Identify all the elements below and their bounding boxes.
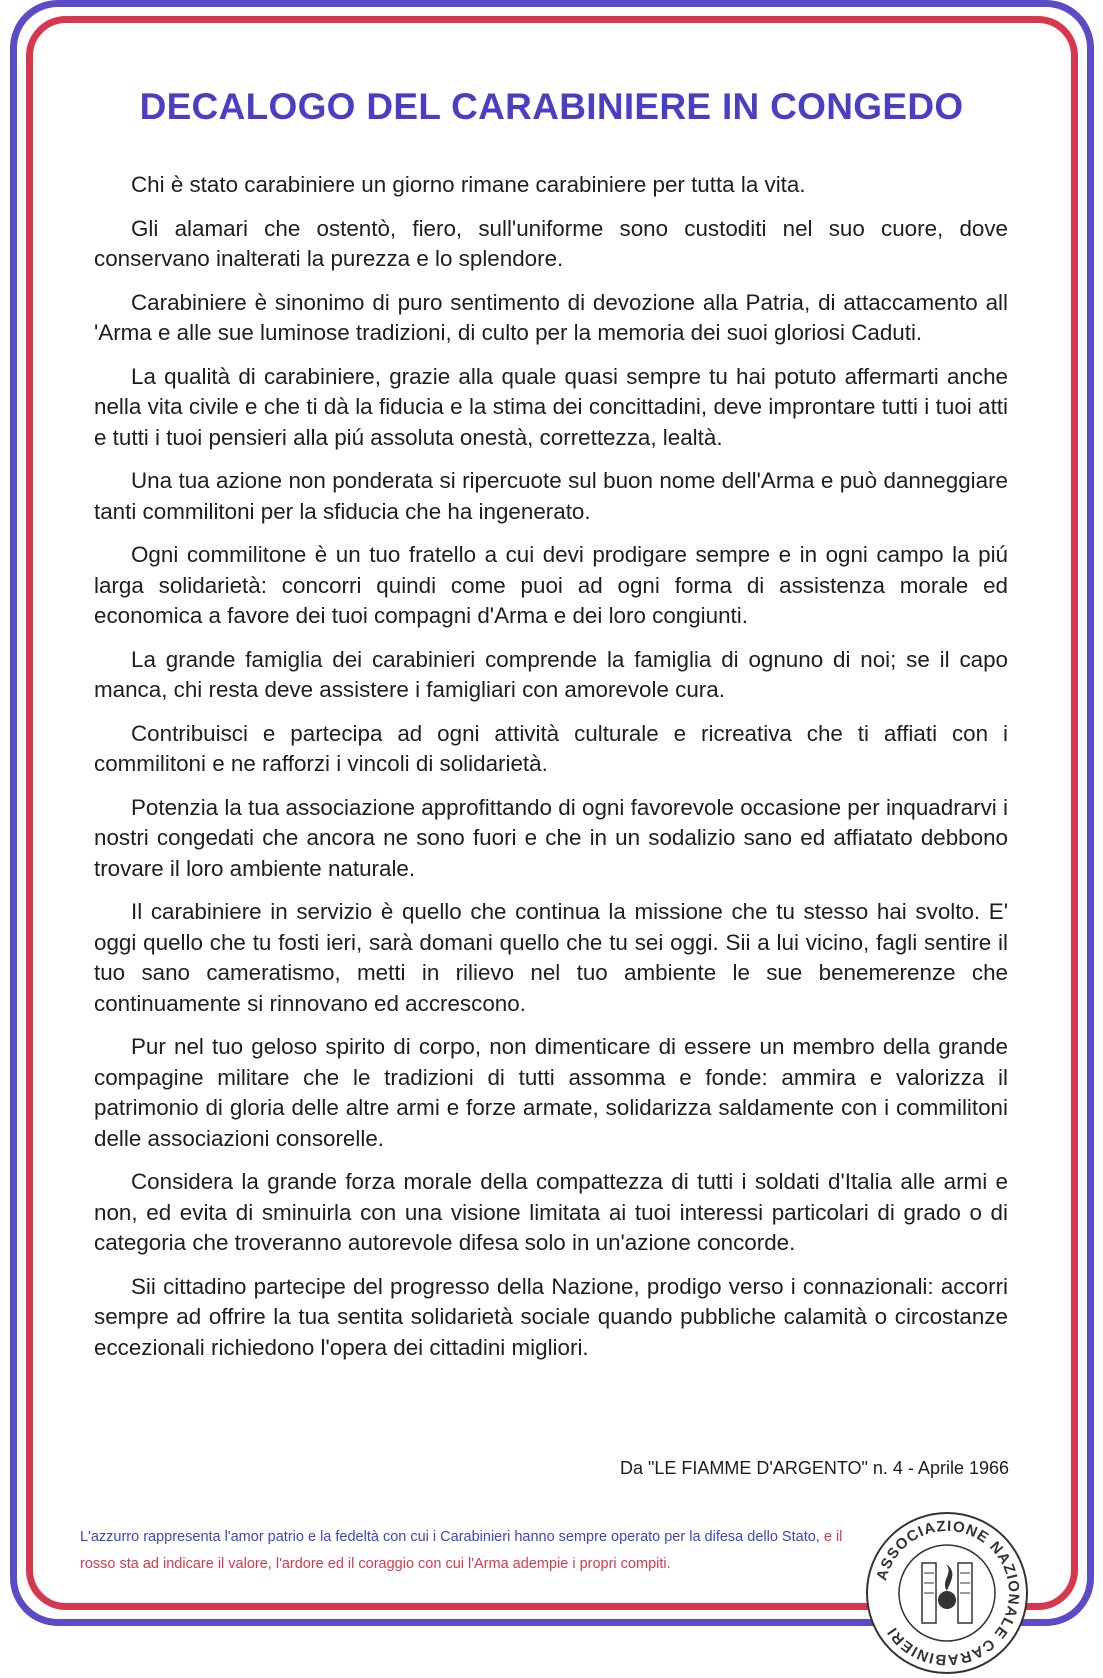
paragraph: Il carabiniere in servizio è quello che continua la missione che tu stesso hai svolto. E' oggi quello che tu fosti ieri, sarà domani quello che tu sei oggi. Sii a lui vicino, fagli sentire il tuo sano cameratismo, metti in rilievo nel tuo ambiente le sue benemerenze che continuamente si rinnovano ed accrescono. — [94, 899, 1008, 1016]
footnote-blue-text: L'azzurro rappresenta l'amor patrio e la fedeltà con cui i Carabinieri hanno sempre operato per la difesa dello Stato, — [80, 1529, 820, 1545]
paragraph: Carabiniere è sinonimo di puro sentimento di devozione alla Patria, di attaccamento all 'Arma e alle sue luminose tradizioni, di culto per la memoria dei suoi gloriosi Caduti. — [94, 289, 1008, 345]
paragraph: Ogni commilitone è un tuo fratello a cui devi prodigare sempre e in ogni campo la piú larga solidarietà: concorri quindi come puoi ad ogni forma di assistenza morale ed economica a favore dei tuoi compagni d'Arma e dei loro congiunti. — [94, 542, 1008, 628]
color-meaning-footnote — [80, 1524, 860, 1578]
paragraph: Potenzia la tua associazione approfittando di ogni favorevole occasione per inquadrarvi i nostri congedati che ancora ne sono fuori e che in un sodalizio sano ed affiatato debbono trovare il loro ambiente naturale. — [94, 794, 1008, 881]
paragraph: Sii cittadino partecipe del progresso della Nazione, prodigo verso i connazionali: accorri sempre ad offrire la tua sentita solidarietà sociale quando pubbliche calamità o circostanze eccezionali richiedono l'opera dei cittadini migliori. — [94, 1273, 1008, 1360]
paragraph: Contribuisci e partecipa ad ogni attività culturale e ricreativa che ti affiati con i commilitoni e ne rafforzi i vincoli di solidarietà. — [94, 720, 1008, 776]
source-citation: Da "LE FIAMME D'ARGENTO" n. 4 - Aprile 1966 — [619, 1458, 1009, 1478]
paragraph: Pur nel tuo geloso spirito di corpo, non dimenticare di essere un membro della grande compagine militare che le tradizioni di tutti assomma e fonde: ammira e valorizza il patrimonio di gloria delle altre armi e forze armate, solidarizza saldamente con i commilitoni delle associazioni consorelle. — [94, 1034, 1008, 1151]
paragraph: Gli alamari che ostentò, fiero, sull'uniforme sono custoditi nel suo cuore, dove conservano inalterati la purezza e lo splendore. — [94, 215, 1008, 271]
paragraph: Una tua azione non ponderata si ripercuote sul buon nome dell'Arma e può danneggiare tanti commilitoni per la sfiducia che ha ingenerato. — [94, 468, 1008, 524]
paragraph: Chi è stato carabiniere un giorno rimane carabiniere per tutta la vita. — [131, 172, 806, 197]
document-title: DECALOGO DEL CARABINIERE IN CONGEDO — [139, 86, 964, 127]
association-seal — [862, 1508, 1032, 1678]
seal-ring-text: ASSOCIAZIONE NAZIONALE CARABINIERI — [873, 1517, 1023, 1669]
footnote-red-text: e il rosso sta ad indicare il valore, l'ardore ed il coraggio con cui l'Arma adempie i propri compiti. — [80, 1529, 843, 1572]
paragraph: La grande famiglia dei carabinieri comprende la famiglia di ognuno di noi; se il capo manca, chi resta deve assistere i famigliari con amorevole cura. — [94, 646, 1008, 702]
paragraph: Considera la grande forza morale della compattezza di tutti i soldati d'Italia alle armi e non, ed evita di sminuirla con una visione limitata ai tuoi interessi particolari di grado o di categoria che troveranno autorevole difesa solo in un'azione concorde. — [94, 1169, 1008, 1255]
paragraph: La qualità di carabiniere, grazie alla quale quasi sempre tu hai potuto affermarti anche nella vita civile e che ti dà la fiducia e la stima dei concittadini, deve improntare tutti i tuoi atti e tutti i tuoi pensieri alla piú assoluta onestà, correttezza, lealtà. — [94, 363, 1008, 450]
decalogue-body — [94, 170, 1008, 1376]
